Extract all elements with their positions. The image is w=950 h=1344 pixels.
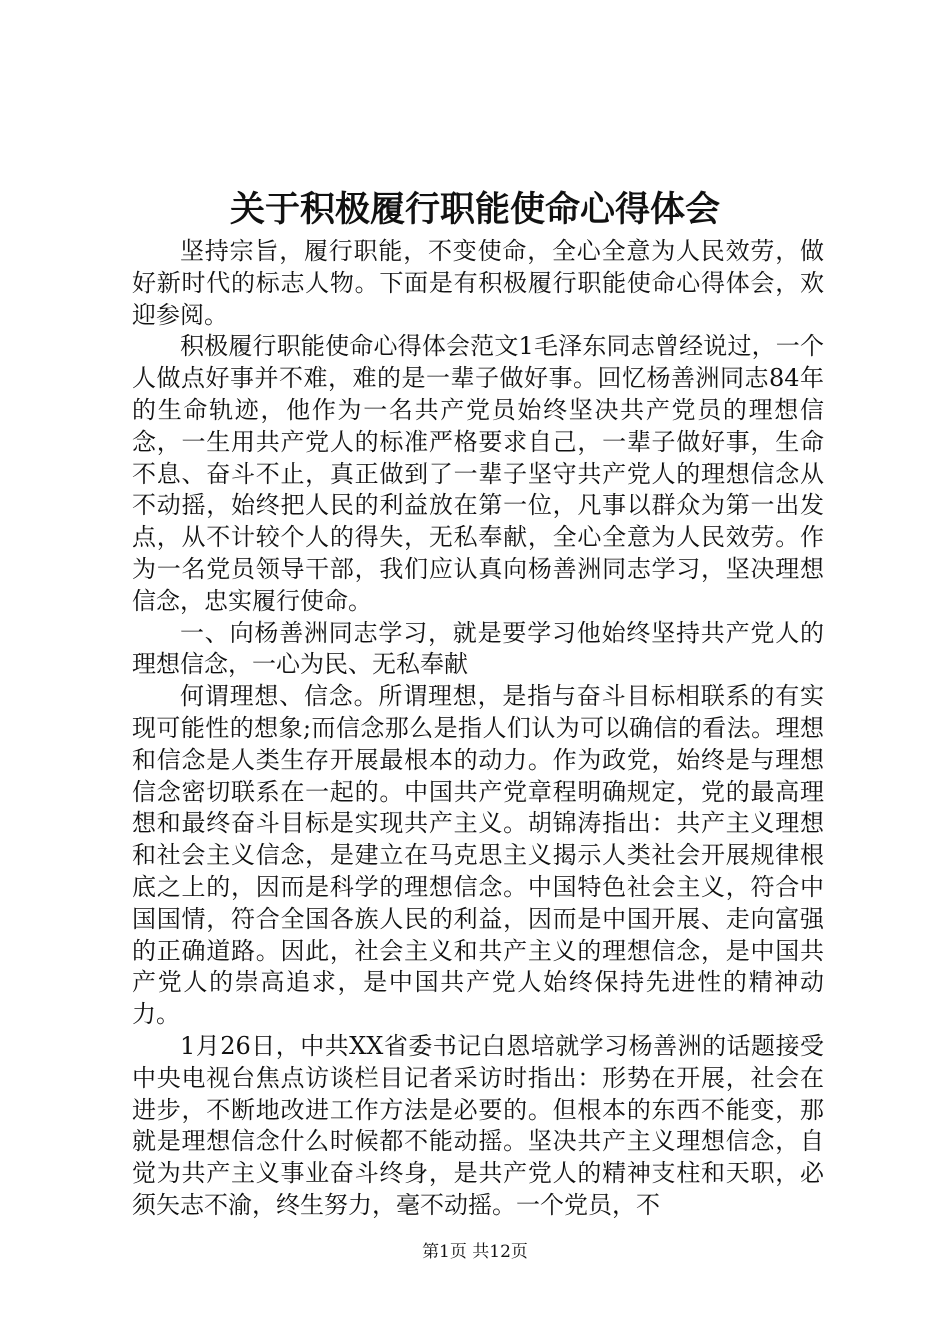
paragraph-intro: 坚持宗旨，履行职能，不变使命，全心全意为人民效劳，做好新时代的标志人物。下面是有积极履行职能使命心得体会，欢迎参阅。 bbox=[132, 237, 824, 329]
page-footer: 第1页 共12页 bbox=[422, 1242, 528, 1262]
paragraph-ideals-beliefs: 何谓理想、信念。所谓理想，是指与奋斗目标相联系的有实现可能性的想象;而信念那么是指人们认为可以确信的看法。理想和信念是人类生存开展最根本的动力。作为政党，始终是与理想信念密切联系在一起的。中国共产党章程明确规定，党的最高理想和最终奋斗目标是实现共产主义。胡锦涛指出：共产主义理想和社会主义信念，是建立在马克思主义揭示人类社会开展规律根底之上的，因而是科学的理想信念。中国特色社会主义，符合中国国情，符合全国各族人民的利益，因而是中国开展、走向富强的正确道路。因此，社会主义和共产主义的理想信念，是中国共产党人的崇高追求，是中国共产党人始终保持先进性的精神动力。 bbox=[132, 682, 824, 1029]
document-title: 关于积极履行职能使命心得体会 bbox=[229, 189, 720, 230]
document-body bbox=[132, 236, 824, 1222]
paragraph-sample-1: 积极履行职能使命心得体会范文1毛泽东同志曾经说过，一个人做点好事并不难，难的是一辈子做好事。回忆杨善洲同志84年的生命轨迹，他作为一名共产党员始终坚决共产党员的理想信念，一生用共产党人的标准严格要求自己，一辈子做好事，生命不息、奋斗不止，真正做到了一辈子坚守共产党人的理想信念从不动摇，始终把人民的利益放在第一位，凡事以群众为第一出发点，从不计较个人的得失，无私奉献，全心全意为人民效劳。作为一名党员领导干部，我们应认真向杨善洲同志学习，坚决理想信念，忠实履行使命。 bbox=[132, 332, 824, 615]
paragraph-section-1-heading: 一、向杨善洲同志学习，就是要学习他始终坚持共产党人的理想信念，一心为民、无私奉献 bbox=[132, 618, 824, 679]
paragraph-interview: 1月26日，中共XX省委书记白恩培就学习杨善洲的话题接受中央电视台焦点访谈栏目记者采访时指出：形势在开展，社会在进步，不断地改进工作方法是必要的。但根本的东西不能变，那就是理想信念什么时候都不能动摇。坚决共产主义理想信念，自觉为共产主义事业奋斗终身，是共产党人的精神支柱和天职，必须矢志不渝，终生努力，毫不动摇。一个党员，不 bbox=[132, 1031, 824, 1219]
